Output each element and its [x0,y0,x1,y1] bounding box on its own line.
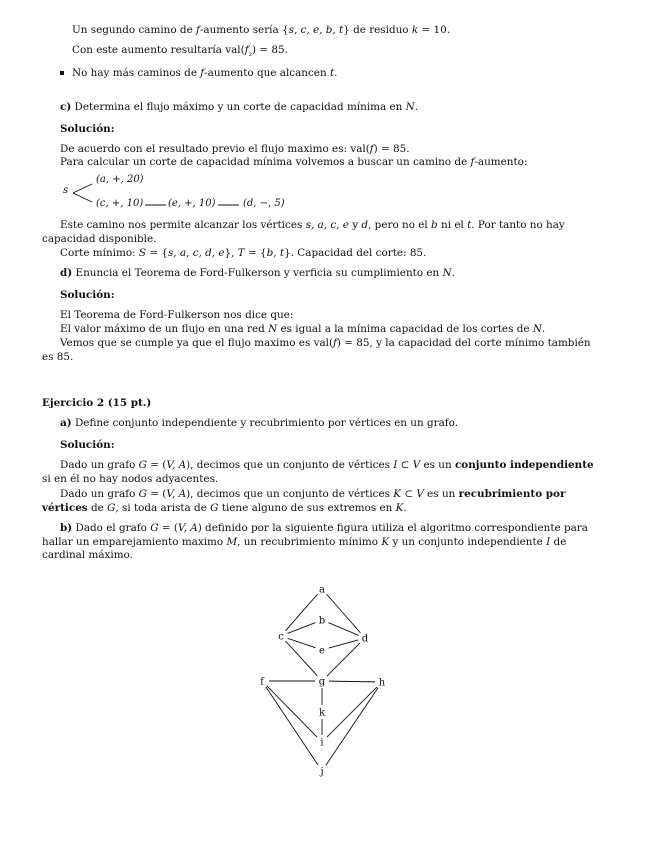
text-line-augment-value: Con este aumento resultaría $val(f_{_2}) = 85$. [72,44,288,60]
graph-node-k: k [318,707,326,719]
path-label-e: (e, +, 10) [168,198,216,209]
graph-edge-c-e [288,638,316,647]
graph-edge-d-g [327,643,360,676]
graph-node-d: d [361,633,369,645]
part-d-theorem-intro: El Teorema de Ford-Fulkerson nos dice que: [60,309,294,321]
graph-node-f: f [260,676,264,688]
part-c-min-cut: Corte mínimo: S = {s, a, c, d, e}, T = {b, t}. Capacidad del corte: 85. [60,247,427,259]
part-d-theorem-statement: El valor máximo de un flujo en una red N es igual a la mínima capacidad de los cortes de N. [60,323,546,335]
exercise-2-title: Ejercicio 2 (15 pt.) [42,397,152,409]
graph-edge-e-d [329,640,359,648]
path-label-a: (a, +, 20) [96,174,144,185]
text-line-second-path: Un segundo camino de f-aumento sería {s, c, e, b, t} de residuo k = 10. [72,24,451,36]
graph-node-c: c [278,631,284,643]
part-c-max-flow: De acuerdo con el resultado previo el flujo maximo es: val(f) = 85. [60,143,410,155]
graph-node-e: e [319,645,325,657]
graph-edge-f-i [267,686,317,737]
bullet-no-more-paths: No hay más caminos de f-aumento que alcancen t. [72,67,338,79]
graph-node-a: a [319,584,325,596]
definition-independent-set: Dado un grafo G = (V, A), decimos que un conjunto de vértices I ⊂ V es un conjunto independiente si en él no hay nodos adyacentes. [42,459,594,485]
part-b-question: b) Dado el grafo G = (V, A) definido por la siguiente figura utiliza el algoritmo correspondiente para hallar un emparejamiento maximo M, un recubrimiento mínimo K y un conjunto independiente I de cardinal máximo. [42,522,588,562]
graph-edge-b-d [328,623,358,636]
graph-edge-h-i [327,687,377,737]
graph-node-j: j [320,766,324,778]
graph-node-h: h [378,677,386,689]
graph-edge-h-j [326,688,378,765]
path-label-d: (d, −, 5) [243,198,285,209]
part-c-reachable-paragraph: Este camino nos permite alcanzar los vértices s, a, c, e y d, pero no el b ni el t. Por tanto no hay capacidad disponible. [42,219,565,245]
part-d-solution-heading: Solución: [60,289,115,301]
graph-edge-a-d [327,594,361,632]
graph-edge-a-c [286,594,318,630]
path-source-s: s [63,185,69,196]
graph-edge-g-h [329,681,375,682]
part-c-solution-heading: Solución: [60,123,115,135]
part-d-question: d) Enuncia el Teorema de Ford-Fulkerson y verficia su cumplimiento en N. [60,267,455,279]
part-a-question: a) Define conjunto independiente y recubrimiento por vértices en un grafo. [60,417,458,429]
part-c-search-path: Para calcular un corte de capacidad mínima volvemos a buscar un camino de f-aumento: [60,156,528,168]
graph-node-g: g [318,676,326,688]
graph-node-i: i [320,737,324,749]
part-a-solution-heading: Solución: [60,439,115,451]
graph-edge-f-j [266,687,318,765]
path-label-c: (c, +, 10) [96,198,144,209]
definition-vertex-cover: Dado un grafo G = (V, A), decimos que un conjunto de vértices K ⊂ V es un recubrimiento por vértices de G, si toda arista de G tiene alguno de sus extremos en K. [42,488,566,514]
part-c-question: c) Determina el flujo máximo y un corte de capacidad mínima en N. [60,101,419,113]
part-d-verification: Vemos que se cumple ya que el flujo maximo es val(f) = 85, y la capacidad del corte mínimo también es 85. [42,337,591,363]
graph-node-b: b [318,615,326,627]
